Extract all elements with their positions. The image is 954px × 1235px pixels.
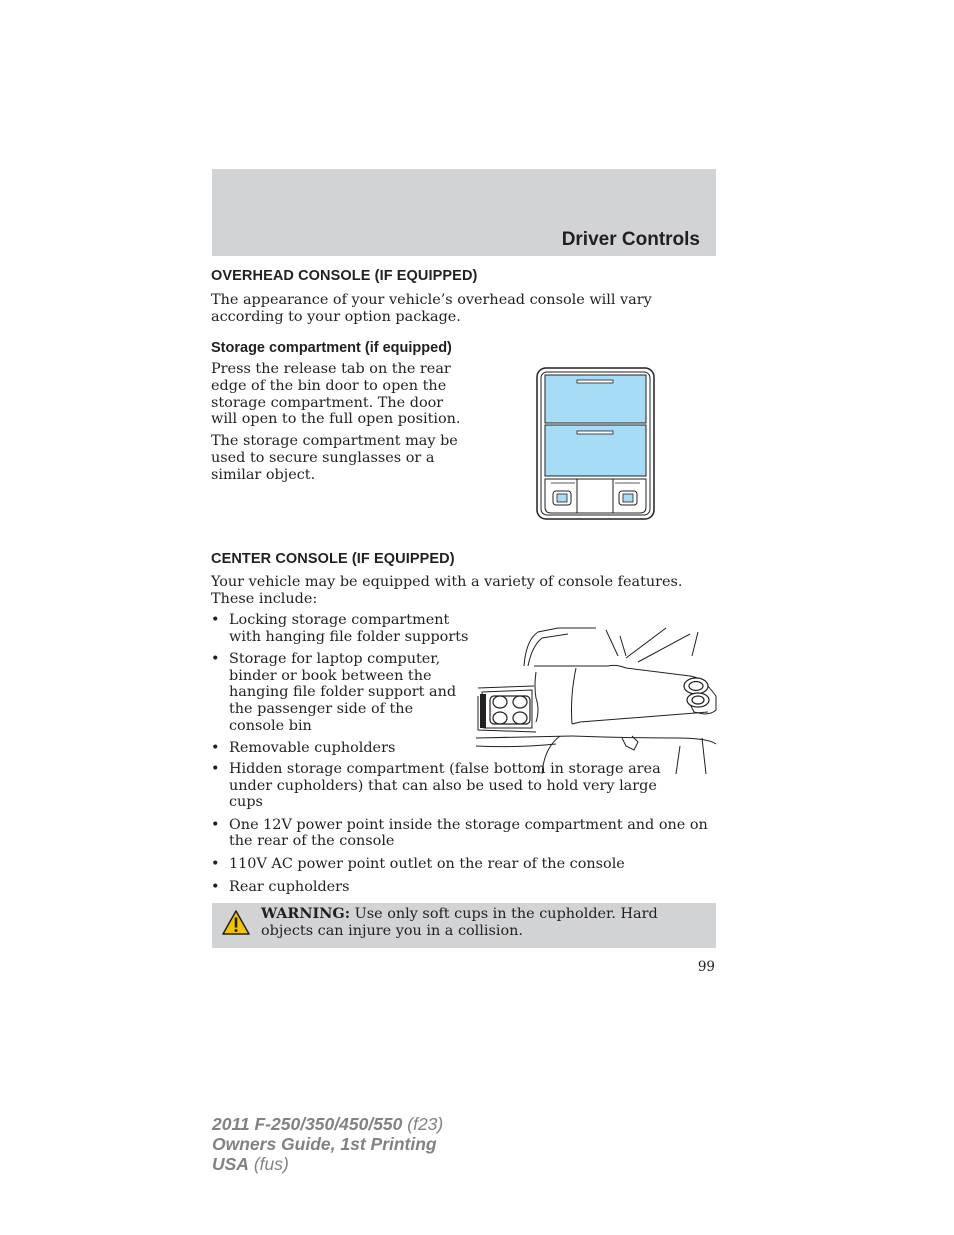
storage-compartment-section xyxy=(211,339,471,484)
overhead-console-heading: OVERHEAD CONSOLE (IF EQUIPPED) xyxy=(211,268,478,284)
list-item: • 110V AC power point outlet on the rear of the console xyxy=(211,855,625,872)
center-console-illustration xyxy=(476,626,718,774)
footer-market: USA xyxy=(212,1154,249,1174)
center-console-section xyxy=(211,550,716,608)
center-console-intro: Your vehicle may be equipped with a variety of console features. These include: xyxy=(211,574,683,607)
overhead-console-section xyxy=(211,267,716,326)
list-item: • Rear cupholders xyxy=(211,878,350,895)
storage-compartment-heading: Storage compartment (if equipped) xyxy=(211,340,452,356)
list-item: • Removable cupholders xyxy=(211,740,396,757)
page-number: 99 xyxy=(697,959,715,975)
storage-compartment-text-2: The storage compartment may be used to secure sunglasses or a similar object. xyxy=(211,433,458,483)
warning-box xyxy=(212,903,716,948)
console-features-list-bottom xyxy=(211,761,716,901)
list-item: • Locking storage compartment with hanging file folder supports xyxy=(211,612,469,645)
footer-market-code: (fus) xyxy=(248,1154,289,1174)
overhead-console-illustration xyxy=(535,366,657,522)
list-item: • One 12V power point inside the storage compartment and one on the rear of the console xyxy=(211,816,708,850)
console-features-list-top xyxy=(211,612,471,763)
section-title: Driver Controls xyxy=(561,229,700,250)
overhead-console-intro: The appearance of your vehicle’s overhead console will vary according to your option package. xyxy=(211,292,652,325)
document-footer xyxy=(212,1114,443,1174)
center-console-heading: CENTER CONSOLE (IF EQUIPPED) xyxy=(211,551,455,567)
footer-model-code: (f23) xyxy=(402,1114,444,1134)
warning-label: WARNING: xyxy=(261,905,351,922)
footer-printing: Owners Guide, 1st Printing xyxy=(212,1134,437,1154)
list-item: • Hidden storage compartment (false bottom in storage area under cupholders) that can also be used to hold very large cups xyxy=(211,761,661,811)
warning-text xyxy=(261,906,706,940)
storage-compartment-text-1: Press the release tab on the rear edge of the bin door to open the storage compartment. The door will open to the full open position. xyxy=(211,361,461,428)
footer-model: 2011 F-250/350/450/550 xyxy=(212,1114,403,1134)
list-item: • Storage for laptop computer, binder or book between the hanging file folder support and the passenger side of the console bin xyxy=(211,651,457,734)
header-band xyxy=(212,169,716,256)
warning-message: Use only soft cups in the cupholder. Hard objects can injure you in a collision. xyxy=(261,906,658,939)
warning-triangle-icon xyxy=(221,909,251,937)
